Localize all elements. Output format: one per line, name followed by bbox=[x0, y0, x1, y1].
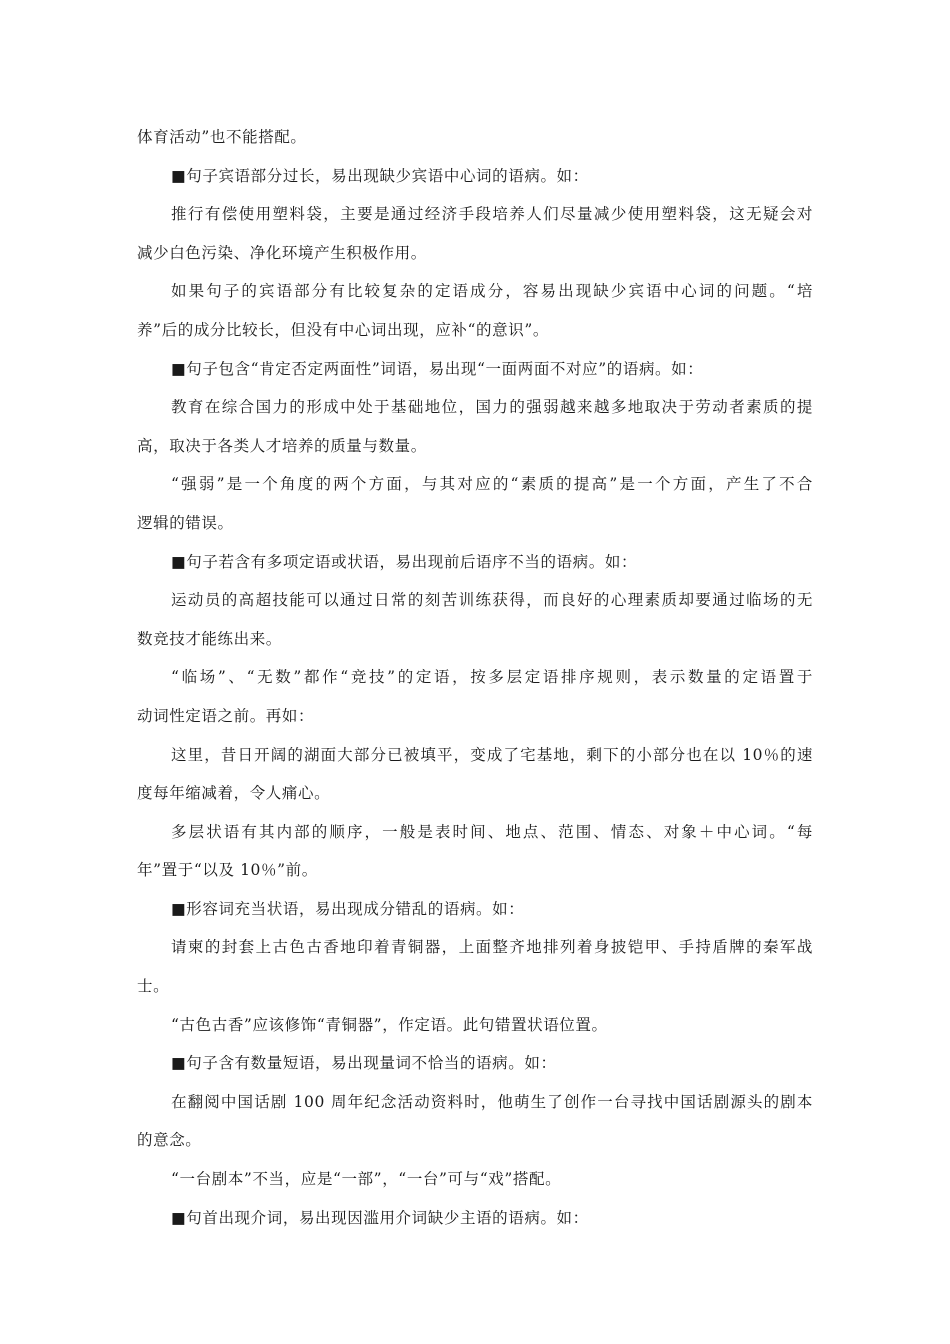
section-heading-line: ■形容词充当状语，易出现成分错乱的语病。如： bbox=[171, 899, 525, 918]
section-heading-line: ■句首出现介词，易出现因滥用介词缺少主语的语病。如： bbox=[171, 1208, 589, 1227]
paragraph-line: “强弱”是一个角度的两个方面，与其对应的“素质的提高”是一个方面，产生了不合 bbox=[171, 475, 813, 494]
paragraph-line: 如果句子的宾语部分有比较复杂的定语成分，容易出现缺少宾语中心词的问题。“培 bbox=[171, 282, 813, 301]
paragraph-line: “临场”、“无数”都作“竞技”的定语，按多层定语排序规则，表示数量的定语置于 bbox=[171, 668, 813, 687]
paragraph-line: 动词性定语之前。再如： bbox=[137, 706, 315, 725]
section-heading-line: ■句子若含有多项定语或状语，易出现前后语序不当的语病。如： bbox=[171, 552, 638, 571]
section-heading-line: ■句子含有数量短语，易出现量词不恰当的语病。如： bbox=[171, 1054, 557, 1073]
paragraph-line: 请柬的封套上古色古香地印着青铜器，上面整齐地排列着身披铠甲、手持盾牌的秦军战 bbox=[171, 938, 813, 957]
paragraph-line: 逻辑的错误。 bbox=[137, 513, 234, 532]
section-heading-line: ■句子宾语部分过长，易出现缺少宾语中心词的语病。如： bbox=[171, 166, 589, 185]
document-body bbox=[137, 118, 813, 1237]
paragraph-line: 减少白色污染、净化环境产生积极作用。 bbox=[137, 243, 427, 262]
paragraph-line: 体育活动”也不能搭配。 bbox=[137, 128, 307, 146]
paragraph-line: 在翻阅中国话剧 100 周年纪念活动资料时，他萌生了创作一台寻找中国话剧源头的剧本 bbox=[171, 1092, 813, 1111]
paragraph-line: “古色古香”应该修饰“青铜器”，作定语。此句错置状语位置。 bbox=[171, 1015, 608, 1034]
paragraph-line: 数竞技才能练出来。 bbox=[137, 629, 282, 648]
paragraph-line: 高，取决于各类人才培养的质量与数量。 bbox=[137, 436, 427, 455]
paragraph-line: 推行有偿使用塑料袋，主要是通过经济手段培养人们尽量减少使用塑料袋，这无疑会对 bbox=[171, 205, 813, 224]
section-heading-line: ■句子包含“肯定否定两面性”词语，易出现“一面两面不对应”的语病。如： bbox=[171, 359, 704, 378]
paragraph-line: “一台剧本”不当，应是“一部”，“一台”可与“戏”搭配。 bbox=[171, 1170, 562, 1189]
paragraph-line: 多层状语有其内部的顺序，一般是表时间、地点、范围、情态、对象＋中心词。“每 bbox=[171, 822, 813, 841]
paragraph-line: 度每年缩减着，令人痛心。 bbox=[137, 784, 331, 803]
paragraph-line: 这里，昔日开阔的湖面大部分已被填平，变成了宅基地，剩下的小部分也在以 10％的速 bbox=[171, 745, 813, 764]
paragraph-line: 的意念。 bbox=[137, 1131, 202, 1150]
paragraph-line: 教育在综合国力的形成中处于基础地位，国力的强弱越来越多地取决于劳动者素质的提 bbox=[171, 398, 813, 417]
paragraph-line: 养”后的成分比较长，但没有中心词出现，应补“的意识”。 bbox=[137, 320, 549, 339]
paragraph-line: 运动员的高超技能可以通过日常的刻苦训练获得，而良好的心理素质却要通过临场的无 bbox=[171, 591, 813, 610]
paragraph-line: 士。 bbox=[137, 977, 170, 996]
paragraph-line: 年”置于“以及 10％”前。 bbox=[137, 861, 318, 880]
